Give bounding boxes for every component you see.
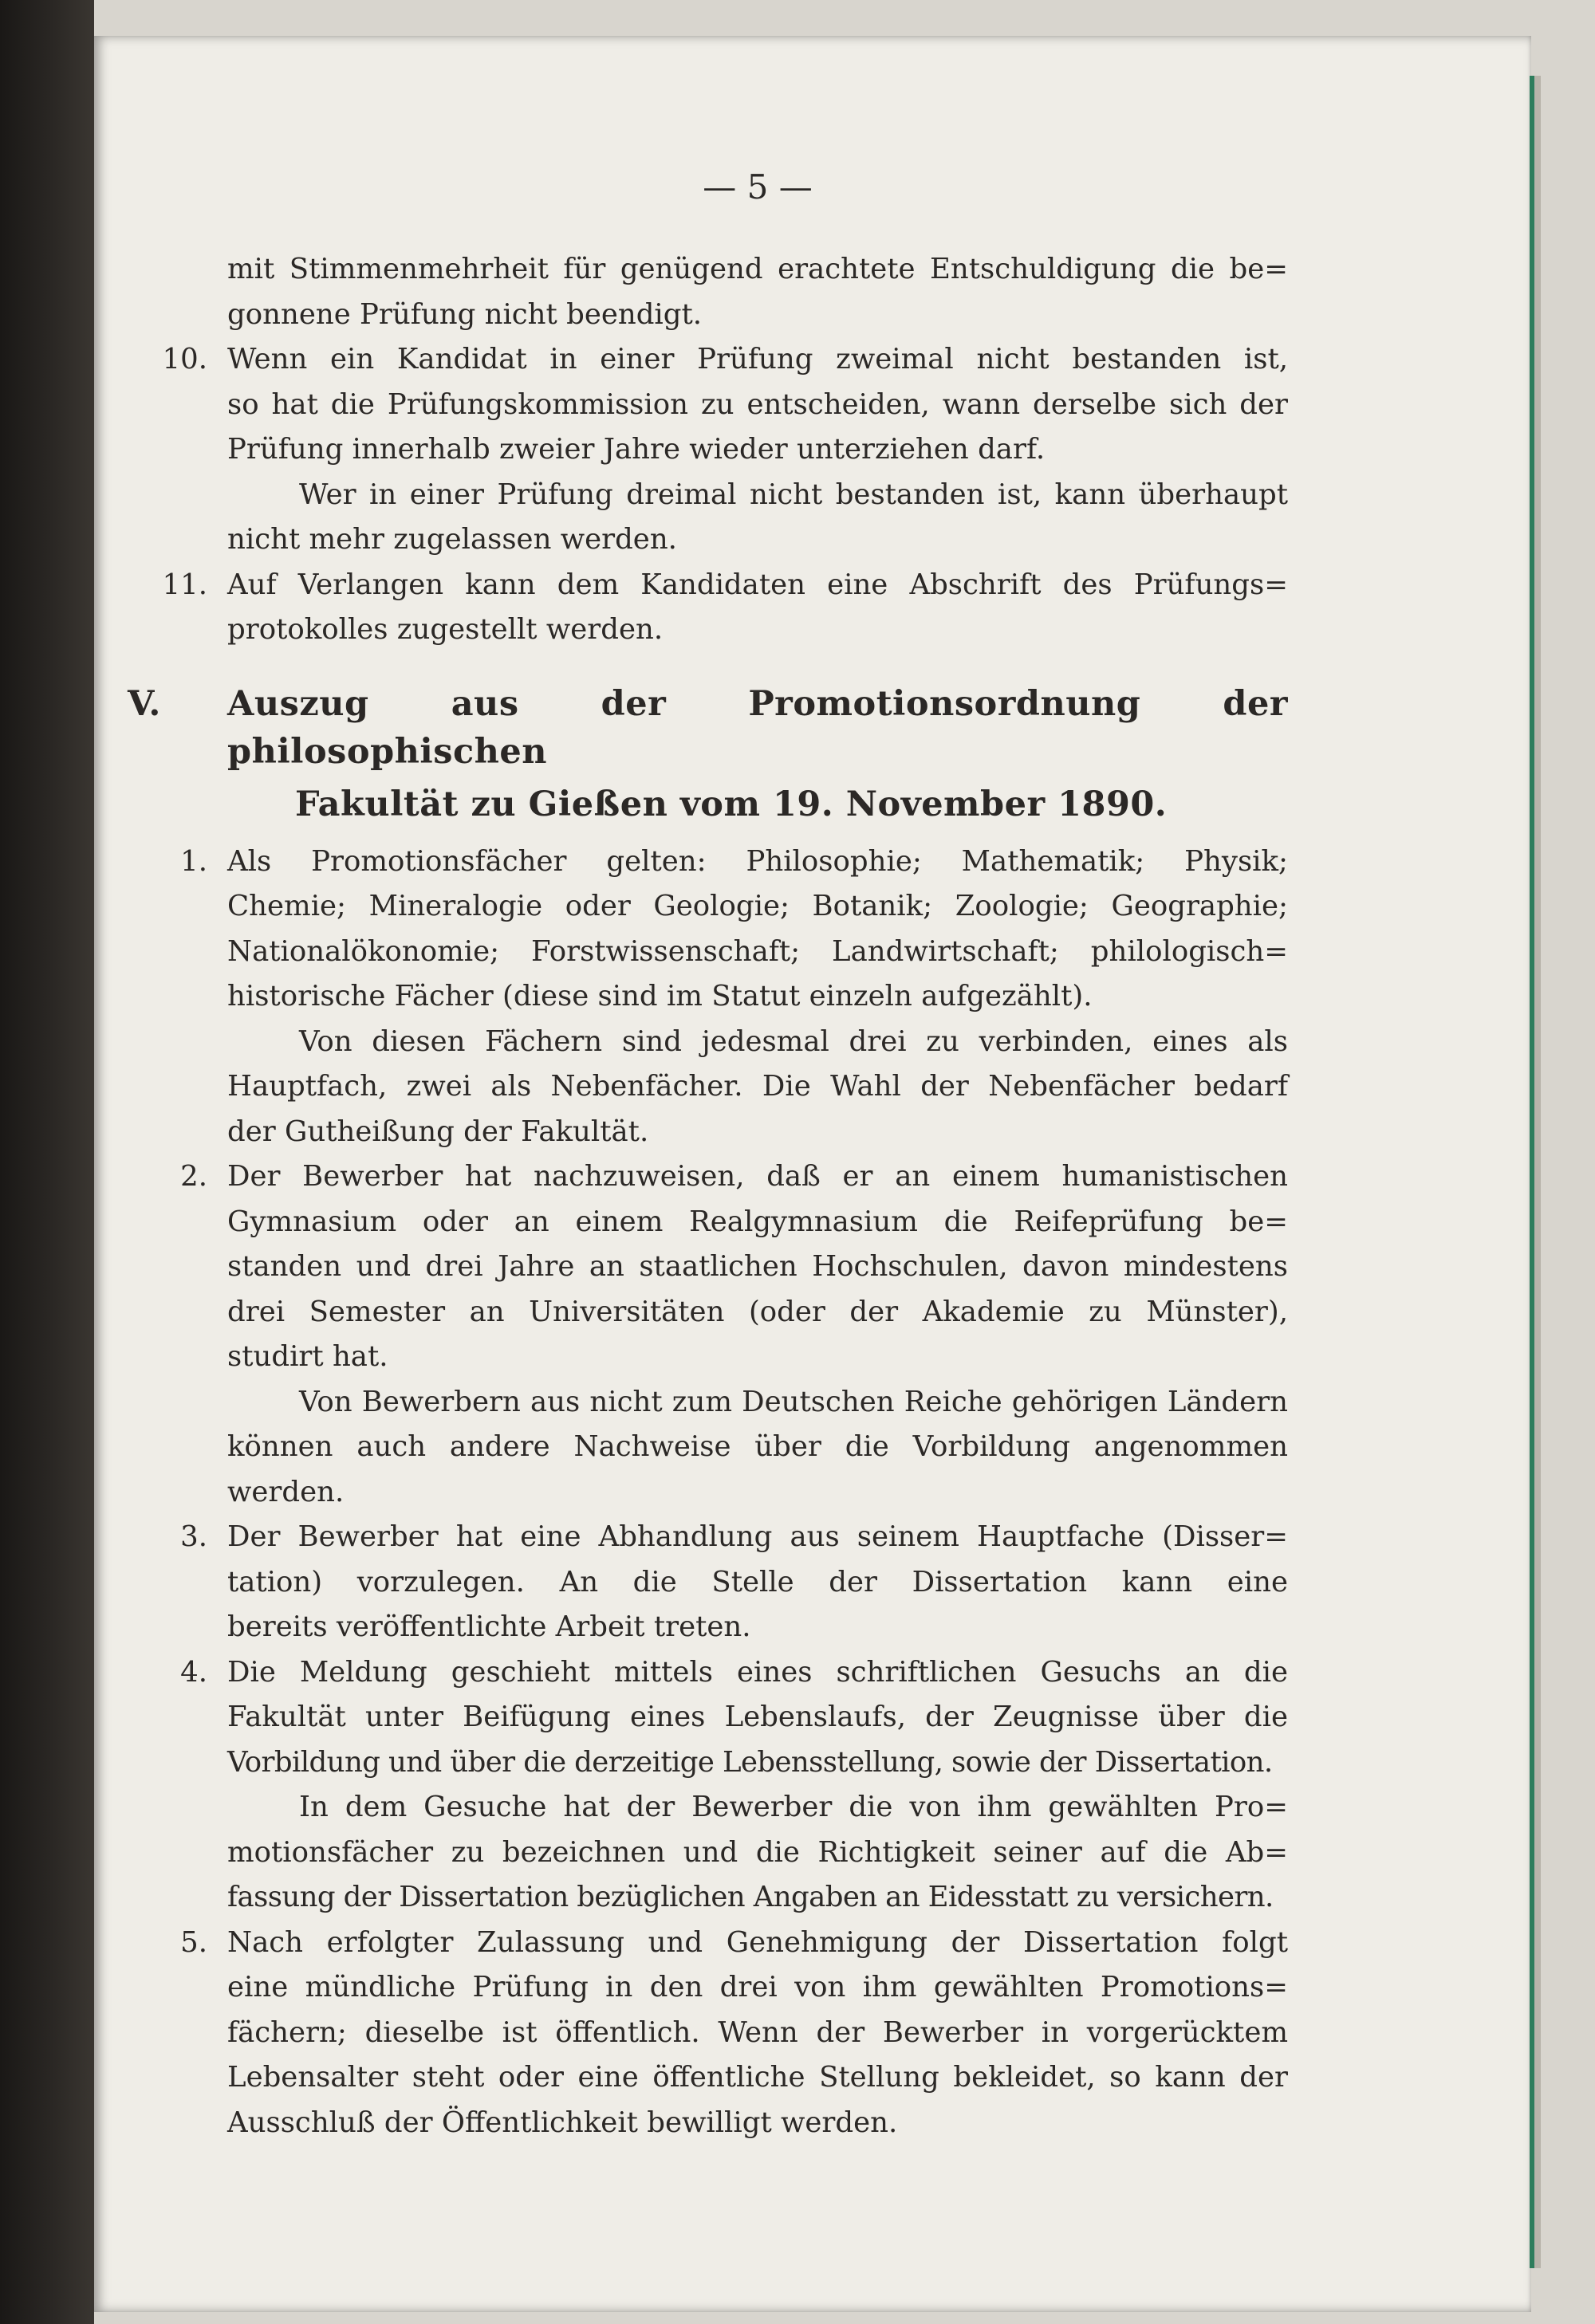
text-line: studirt hat.	[227, 1340, 388, 1373]
text-line: drei Semester an Universitäten (oder der Akademie zu Münster),	[227, 1295, 1288, 1328]
text-line: so hat die Prüfungskommission zu entscheiden, wann derselbe sich der	[227, 387, 1288, 421]
paragraph-5	[180, 1921, 1288, 2146]
paragraph-number: 1.	[180, 844, 207, 878]
text-line: Prüfung innerhalb zweier Jahre wieder unterziehen darf.	[227, 433, 1046, 466]
paragraph-2	[180, 1154, 1288, 1515]
text-line: Von diesen Fächern sind jedesmal drei zu verbinden, eines als	[299, 1024, 1288, 1058]
section-number: V.	[128, 683, 161, 724]
paragraph-11	[162, 563, 1288, 653]
section-title-line: Fakultät zu Gießen vom 19. November 1890.	[295, 784, 1168, 824]
paragraph-number: 10.	[162, 343, 207, 376]
paragraph-4	[180, 1650, 1288, 1921]
text-line: Die Meldung geschieht mittels eines schriftlichen Gesuchs an die	[227, 1655, 1288, 1689]
text-line: Wer in einer Prüfung dreimal nicht bestanden ist, kann überhaupt	[299, 478, 1288, 511]
text-line: tation) vorzulegen. An die Stelle der Dissertation kann eine	[227, 1565, 1288, 1598]
text-line: der Gutheißung der Fakultät.	[227, 1115, 649, 1148]
text-line: Fakultät unter Beifügung eines Lebenslaufs, der Zeugnisse über die	[227, 1701, 1288, 1733]
book-binding	[0, 0, 94, 2324]
page-edge	[1534, 76, 1541, 2268]
text-line: standen und drei Jahre an staatlichen Hochschulen, davon mindestens	[227, 1250, 1288, 1283]
paragraph-number: 5.	[180, 1925, 207, 1959]
paragraph-1	[180, 840, 1288, 1155]
paragraph-10	[162, 337, 1288, 563]
text-line: Chemie; Mineralogie oder Geologie; Botanik; Zoologie; Geographie;	[227, 890, 1288, 922]
text-line: motionsfächer zu bezeichnen und die Richtigkeit seiner auf die Ab=	[227, 1835, 1288, 1869]
text-line: gonnene Prüfung nicht beendigt.	[227, 297, 703, 331]
text-line: Lebensalter steht oder eine öffentliche Stellung bekleidet, so kann der	[227, 2061, 1288, 2094]
text-line: Wenn ein Kandidat in einer Prüfung zweimal nicht bestanden ist,	[227, 343, 1288, 376]
text-line: mit Stimmenmehrheit für genügend erachtete Entschuldigung die be=	[227, 253, 1288, 285]
text-line: In dem Gesuche hat der Bewerber die von ihm gewählten Pro=	[299, 1791, 1288, 1823]
text-line: können auch andere Nachweise über die Vorbildung angenommen werden.	[227, 1430, 1288, 1508]
document-body	[128, 247, 1288, 2145]
page-number: — 5 —	[703, 167, 813, 206]
text-line: Nach erfolgter Zulassung und Genehmigung der Dissertation folgt	[227, 1925, 1288, 1959]
text-line: Vorbildung und über die derzeitige Lebensstellung, sowie der Dissertation.	[227, 1745, 1273, 1779]
continued-paragraph	[227, 247, 1288, 337]
text-line: protokolles zugestellt werden.	[227, 613, 664, 646]
paragraph-number: 11.	[162, 568, 207, 601]
text-line: Als Promotionsfächer gelten: Philosophie; Mathematik; Physik;	[227, 844, 1288, 878]
paragraph-number: 2.	[180, 1160, 207, 1193]
text-line: Ausschluß der Öffentlichkeit bewilligt werden.	[227, 2106, 898, 2139]
text-line: Der Bewerber hat nachzuweisen, daß er an einem humanistischen	[227, 1160, 1288, 1193]
text-line: nicht mehr zugelassen werden.	[227, 523, 677, 556]
text-line: Hauptfach, zwei als Nebenfächer. Die Wahl der Nebenfächer bedarf	[227, 1070, 1288, 1103]
text-line: Nationalökonomie; Forstwissenschaft; Landwirtschaft; philologisch=	[227, 934, 1288, 968]
text-line: Gymnasium oder an einem Realgymnasium die Reifeprüfung be=	[227, 1205, 1288, 1238]
text-line: fassung der Dissertation bezüglichen Angaben an Eidesstatt zu versichern.	[227, 1881, 1274, 1913]
paragraph-3	[180, 1515, 1288, 1650]
text-line: Von Bewerbern aus nicht zum Deutschen Reiche gehörigen Ländern	[299, 1385, 1288, 1418]
text-line: Der Bewerber hat eine Abhandlung aus seinem Hauptfache (Disser=	[227, 1520, 1288, 1553]
text-line: historische Fächer (diese sind im Statut einzeln aufgezählt).	[227, 980, 1093, 1013]
text-line: eine mündliche Prüfung in den drei von ihm gewählten Promotions=	[227, 1971, 1288, 2004]
paragraph-number: 3.	[180, 1520, 207, 1553]
text-line: fächern; dieselbe ist öffentlich. Wenn der Bewerber in vorgerücktem	[227, 2015, 1288, 2049]
text-line: bereits veröffentlichte Arbeit treten.	[227, 1610, 751, 1643]
text-line: Auf Verlangen kann dem Kandidaten eine Abschrift des Prüfungs=	[227, 568, 1288, 601]
paragraph-number: 4.	[180, 1655, 207, 1689]
section-heading	[128, 680, 1288, 828]
section-title-line: Auszug aus der Promotionsordnung der philosophischen	[227, 683, 1288, 772]
